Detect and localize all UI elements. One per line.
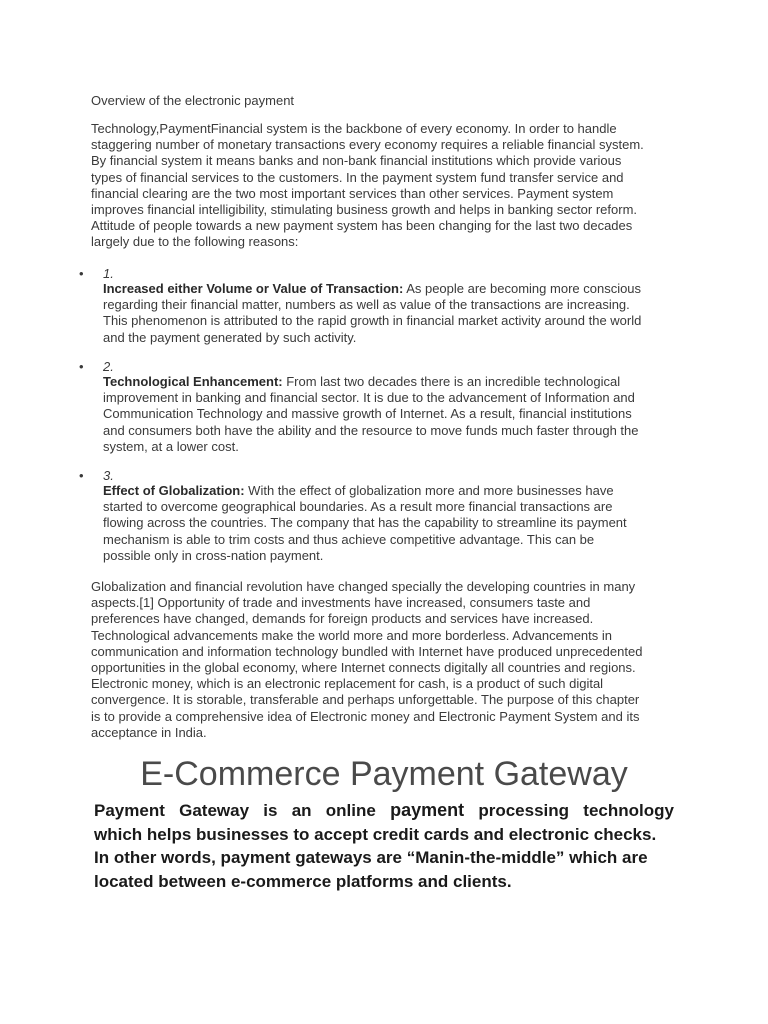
word: online	[325, 801, 376, 820]
list-item-heading: Increased either Volume or Value of Transaction:	[103, 281, 404, 296]
list-item-heading: Effect of Globalization:	[103, 483, 245, 498]
word: technology	[583, 801, 674, 820]
word: processing	[478, 801, 570, 820]
gateway-line-4: located between e-commerce platforms and clients.	[94, 871, 512, 891]
gateway-line-3: In other words, payment gateways are “Manin-the-middle” which are	[94, 848, 648, 867]
word: Payment	[94, 801, 165, 820]
list-item-number: 3.	[103, 468, 114, 483]
closing-paragraph: Globalization and financial revolution have changed specially the developing countries in many aspects.[1] Opportunity of trade and investments have increased, consumers taste and preferences have changed, demands for foreign products and services have increased. Technological advancements make the world more and more borderless. Advancements in communication and information technology bundled with Internet have produced unprecedented opportunities in the global economy, where Internet connects digitally all countries and regions. Electronic money, which is an electronic replacement for cash, is a product of such digital convergence. It is storable, transferable and perhaps unforgettable. The purpose of this chapter is to provide a comprehensive idea of Electronic money and Electronic Payment System and its acceptance in India.	[91, 579, 643, 740]
list-item-text: With the effect of globalization more and more businesses have started to overcome geographical boundaries. As a result more financial transactions are flowing across the countries. The company that has the capability to streamline its payment mechanism is able to trim costs and thus achieve competitive advantage. This can be possible only in cross-nation payment.	[103, 483, 627, 563]
gateway-line-2: which helps businesses to accept credit cards and electronic checks.	[94, 824, 657, 844]
word: Gateway	[179, 801, 250, 820]
gateway-definition-paragraph	[94, 799, 674, 893]
word-emphasis: payment	[390, 800, 465, 820]
list-item-text: As people are becoming more conscious regarding their financial matter, numbers as well as value of the transactions are increasing. This phenomenon is attributed to the rapid growth in financial market activity around the world and the payment generated by such activity.	[103, 281, 642, 345]
bullet-icon: •	[79, 468, 84, 483]
list-item-body	[103, 281, 683, 346]
word: an	[291, 801, 312, 820]
intro-paragraph: Technology,PaymentFinancial system is the backbone of every economy. In order to handle staggering number of monetary transactions every economy requires a reliable financial system. By financial system it means banks and non-bank financial institutions which provide various types of financial services to the customers. In the payment system fund transfer service and financial clearing are the two most important services than other services. Payment system improves financial intelligibility, stimulating business growth and helps in banking sector reform. Attitude of people towards a new payment system has been changing for the last two decades largely due to the following reasons:	[91, 121, 644, 250]
list-item-text: From last two decades there is an incredible technological improvement in banking and financial sector. It is due to the advancement of Information and Communication Technology and massive growth of Internet. As a result, financial institutions and consumers both have the ability and the resource to move funds much faster through the system, at a lower cost.	[103, 374, 639, 454]
word: is	[263, 801, 278, 820]
bullet-icon: •	[79, 359, 84, 374]
document-title: Overview of the electronic payment	[91, 93, 295, 108]
list-item-heading: Technological Enhancement:	[103, 374, 283, 389]
gateway-line-1	[94, 799, 674, 823]
list-item-number: 1.	[103, 266, 114, 281]
list-item-body	[103, 483, 683, 564]
bullet-icon: •	[79, 266, 84, 281]
list-item-number: 2.	[103, 359, 114, 374]
list-item-body	[103, 374, 683, 455]
section-heading: E-Commerce Payment Gateway	[140, 755, 628, 793]
